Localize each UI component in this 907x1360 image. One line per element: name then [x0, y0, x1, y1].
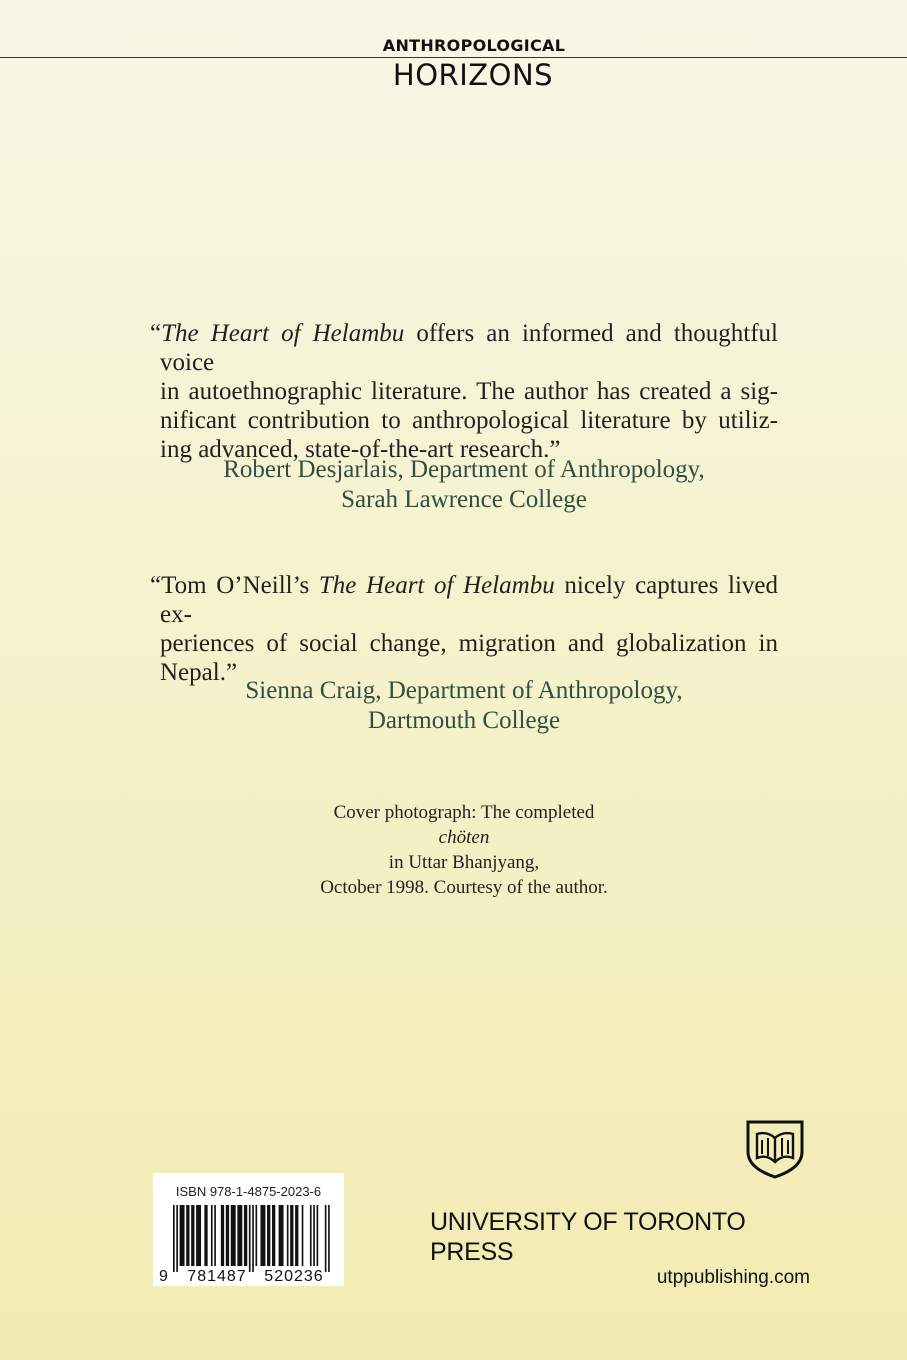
quote-line	[150, 629, 778, 658]
publisher-name: UNIVERSITY OF TORONTO PRESS	[430, 1208, 746, 1266]
barcode-bar	[204, 1205, 207, 1266]
utp-shield-logo-icon	[745, 1118, 805, 1180]
credit-line	[150, 800, 778, 875]
attribution-line: Sarah Lawrence College	[341, 486, 587, 513]
quote-mark: “	[150, 572, 162, 599]
barcode-bar	[176, 1205, 178, 1272]
barcode-bar	[325, 1205, 327, 1272]
series-label-small: ANTHROPOLOGICAL	[382, 36, 566, 55]
barcode-digits-right: 520236	[264, 1268, 324, 1285]
book-title: The Heart of Helambu	[318, 572, 555, 599]
attribution-line: Robert Desjarlais, Department of Anthropology,	[223, 456, 705, 483]
barcode-bar	[196, 1205, 201, 1266]
quote-text: in autoethnographic literature. The author has created a sig-	[160, 378, 778, 405]
isbn-barcode	[153, 1173, 344, 1286]
barcode-graphic	[153, 1173, 344, 1286]
barcode-bar	[252, 1205, 254, 1272]
barcode-digit-first: 9	[159, 1268, 168, 1285]
barcode-bar	[191, 1205, 194, 1266]
barcode-bar	[317, 1205, 319, 1266]
attribution-line: Dartmouth College	[367, 707, 561, 734]
barcode-digits-left: 781487	[187, 1268, 247, 1285]
quote-mark: “	[150, 320, 162, 347]
publisher-url: utppublishing.com	[656, 1267, 810, 1288]
barcode-bar	[249, 1205, 251, 1272]
barcode-bar	[214, 1205, 216, 1266]
quote-text: offers an informed and thoughtful voice	[160, 320, 778, 376]
quote-text: periences of social change, migration and globalization in	[160, 630, 778, 657]
barcode-bar	[244, 1205, 247, 1266]
barcode-bar	[256, 1205, 258, 1266]
quote-line	[150, 377, 778, 406]
endorsement-quote-1	[150, 319, 778, 464]
book-title: chöten	[438, 827, 490, 848]
quote-line	[150, 571, 778, 629]
book-title: The Heart of Helambu	[161, 320, 405, 347]
quote-text: Cover photograph: The completed	[333, 802, 595, 823]
barcode-bar	[186, 1205, 189, 1266]
barcode-bar	[180, 1205, 185, 1266]
quote-text: in Uttar Bhanjyang,	[388, 852, 540, 873]
barcode-bar	[272, 1205, 275, 1266]
cover-photo-credit	[150, 800, 778, 900]
barcode-bar	[313, 1205, 315, 1266]
endorsement-attribution-1	[150, 455, 778, 515]
quote-text: ing advanced, state-of-the-art research.”	[160, 436, 561, 463]
quote-text: nicely captures lived ex-	[160, 572, 778, 628]
barcode-bar	[287, 1205, 289, 1266]
barcode-bar	[295, 1205, 298, 1266]
barcode-bar	[302, 1205, 304, 1266]
quote-text: Nepal.”	[160, 659, 238, 686]
barcode-bar	[267, 1205, 270, 1266]
barcode-bar	[221, 1205, 224, 1266]
barcode-bar	[237, 1205, 242, 1266]
quote-line	[150, 406, 778, 435]
barcode-bar	[231, 1205, 236, 1266]
barcode-bar	[173, 1205, 175, 1272]
barcode-bar	[211, 1205, 213, 1266]
quote-text: Tom O’Neill’s	[161, 572, 319, 599]
series-label-big: HORIZONS	[392, 58, 554, 92]
barcode-bar	[290, 1205, 293, 1266]
isbn-label: ISBN 978-1-4875-2023-6	[175, 1184, 322, 1199]
quote-text: nificant contribution to anthropological literature by utiliz-	[160, 407, 778, 434]
barcode-bar	[310, 1205, 312, 1266]
endorsement-quote-2	[150, 571, 778, 687]
endorsement-attribution-2	[150, 676, 778, 736]
attribution-line: Sienna Craig, Department of Anthropology,	[245, 677, 683, 704]
barcode-bar	[226, 1205, 229, 1266]
credit-line: October 1998. Courtesy of the author.	[320, 877, 608, 898]
quote-line	[150, 319, 778, 377]
barcode-bar	[279, 1205, 284, 1266]
barcode-bar	[260, 1205, 265, 1266]
barcode-bar	[328, 1205, 330, 1272]
